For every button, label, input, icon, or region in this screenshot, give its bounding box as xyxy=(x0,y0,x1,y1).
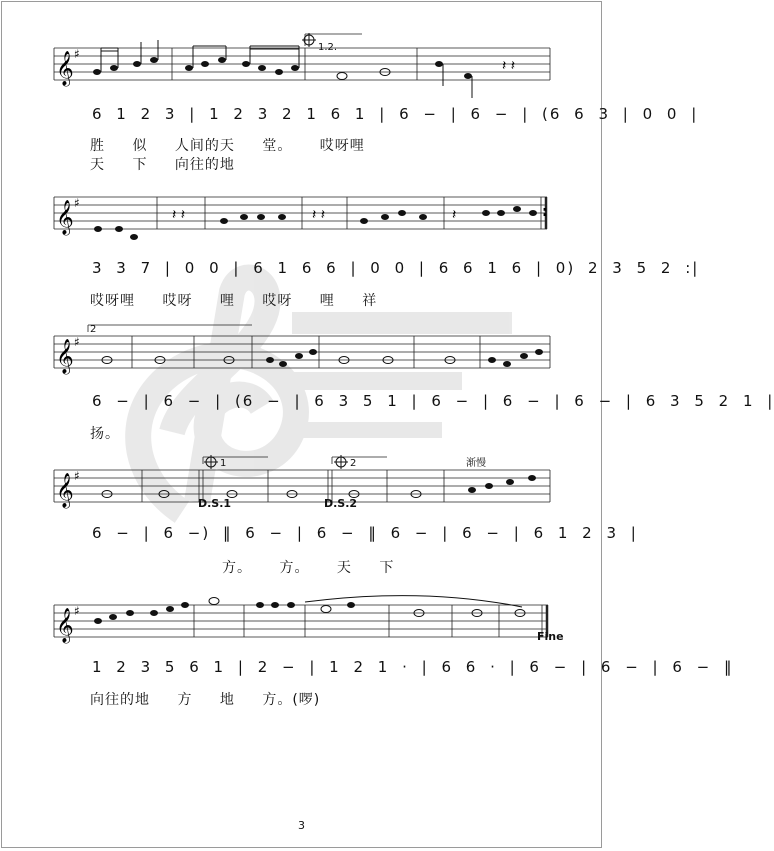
svg-text:♯: ♯ xyxy=(74,47,80,61)
lyric-line-3: 哎呀哩 哎呀 哩 哎呀 哩 祥 xyxy=(90,293,378,309)
coda-1-label: 1 xyxy=(220,458,227,469)
svg-text:♯: ♯ xyxy=(74,196,80,210)
staff-system-5 xyxy=(2,2,774,851)
treble-clef-icon: 𝄞 xyxy=(56,51,74,86)
ds2-mark: D.S.2 xyxy=(324,497,358,510)
svg-text:𝄽 𝄽: 𝄽 𝄽 xyxy=(502,58,516,74)
svg-text:𝄽 𝄽: 𝄽 𝄽 xyxy=(312,207,326,223)
svg-text:𝄽: 𝄽 xyxy=(452,207,457,223)
treble-clef-icon: 𝄞 xyxy=(56,608,74,643)
score-page xyxy=(1,1,774,848)
coda-2-label: 2 xyxy=(350,458,357,469)
page-number: 3 xyxy=(298,819,305,832)
svg-text:𝄽 𝄽: 𝄽 𝄽 xyxy=(172,207,186,223)
lyric-line-1: 胜 似 人间的天 堂。 哎呀哩 xyxy=(90,138,365,154)
treble-clef-icon: 𝄞 xyxy=(56,339,74,374)
jianpu-line-1: 6 1 2 3 | 1 2 3 2 1 6 1 | 6 − | 6 − | (6 6 3 | 0 0 | xyxy=(92,105,699,123)
treble-clef-icon: 𝄞 xyxy=(56,200,74,235)
volta-2-label: 2 xyxy=(90,324,97,335)
lyric-line-5: 方。 方。 天 下 xyxy=(222,560,395,576)
jianpu-line-4: 6 − | 6 −) ‖ 6 − | 6 − ‖ 6 − | 6 − | 6 1 2 3 | xyxy=(92,524,638,542)
svg-text:♯: ♯ xyxy=(74,335,80,349)
fine-mark: Fine xyxy=(537,630,564,643)
lyric-line-4: 扬。 xyxy=(90,426,120,442)
tempo-marking: 渐慢 xyxy=(466,458,486,469)
volta-1-2-label: 1.2. xyxy=(318,42,338,53)
lyric-line-2: 天 下 向往的地 xyxy=(90,157,235,173)
lyric-line-6: 向往的地 方 地 方。(啰) xyxy=(90,692,321,708)
svg-text::: : xyxy=(542,204,548,220)
svg-text:♯: ♯ xyxy=(74,469,80,483)
treble-clef-icon: 𝄞 xyxy=(56,473,74,508)
jianpu-line-2: 3 3 7 | 0 0 | 6 1 6 6 | 0 0 | 6 6 1 6 | 0) 2 3 5 2 :| xyxy=(92,259,700,277)
jianpu-line-5: 1 2 3 5 6 1 | 2 − | 1 2 1 · | 6 6 · | 6 − | 6 − | 6 − ‖ xyxy=(92,658,734,676)
ds1-mark: D.S.1 xyxy=(198,497,232,510)
jianpu-line-3: 6 − | 6 − | (6 − | 6 3 5 1 | 6 − | 6 − | 6 − | 6 3 5 2 1 | xyxy=(92,392,774,410)
svg-text:♯: ♯ xyxy=(74,604,80,618)
